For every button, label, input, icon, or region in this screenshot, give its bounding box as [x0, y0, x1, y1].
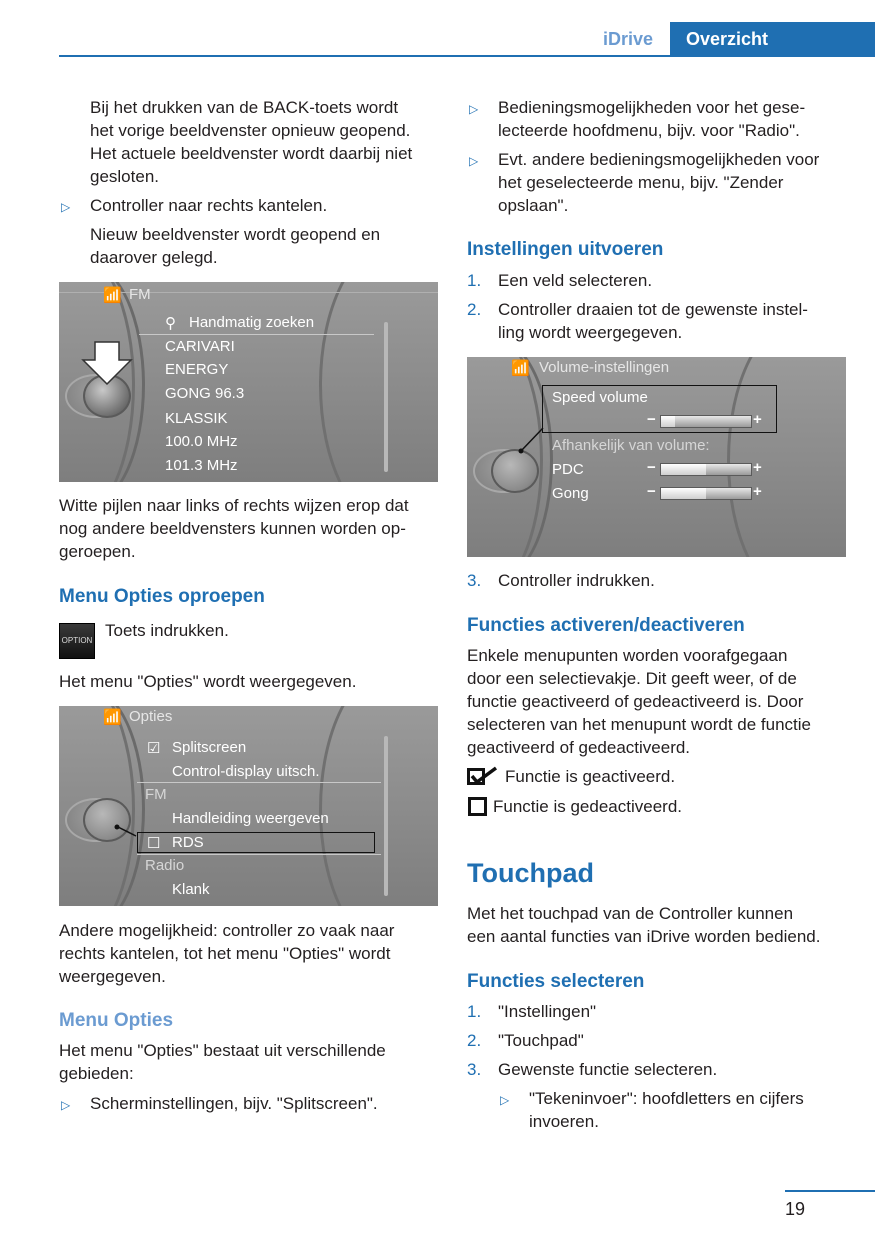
arrow-down-icon	[79, 340, 135, 386]
plus-icon: +	[753, 411, 762, 428]
paragraph-arrows: Witte pijlen naar links of rechts wijzen erop dat nog andere beeldvensters kunnen worden op- geroepen.	[59, 496, 409, 561]
bullet-main-menu-options: Bedieningsmogelijkheden voor het gese- lecteerde hoofdmenu, bijv. voor "Radio".	[498, 98, 806, 140]
heading-menu-opties-oproepen: Menu Opties oproepen	[59, 586, 265, 607]
checkbox-empty-icon: ☐	[147, 835, 161, 852]
menu-item: KLASSIK	[165, 410, 228, 427]
bullet-other-options: Evt. andere bedieningsmogelijkheden voor het geselecteerde menu, bijv. "Zender opslaan".	[498, 150, 820, 215]
text-deactivated: Functie is gedeactiveerd.	[493, 797, 682, 816]
section-label: Afhankelijk van volume:	[552, 437, 710, 454]
bullet-tekeninvoer: "Tekeninvoer": hoofdletters en cijfers invoeren.	[529, 1089, 804, 1131]
setting-label: Speed volume	[552, 389, 648, 406]
menu-item: Klank	[172, 881, 210, 898]
page-number: 19	[785, 1199, 806, 1219]
menu-item: 101.3 MHz	[165, 457, 238, 474]
bullet-triangle-icon: ▷	[469, 102, 479, 116]
menu-item: Control-display uitsch.	[172, 763, 320, 780]
setting-label: Gong	[552, 485, 589, 502]
screen-volume	[467, 357, 846, 557]
speed-volume-slider	[660, 415, 752, 428]
bullet-tilt-right: Controller naar rechts kantelen.	[90, 196, 328, 215]
header-section: iDrive	[603, 29, 654, 49]
minus-icon: −	[647, 459, 656, 476]
screen-opties	[59, 706, 438, 906]
paragraph-touchpad: Met het touchpad van de Controller kunnen een aantal functies van iDrive worden bediend.	[467, 904, 821, 946]
header-chapter: Overzicht	[670, 22, 875, 56]
screen-fm	[59, 282, 438, 482]
antenna-icon: 📶	[103, 709, 122, 726]
screen-title: Volume-instellingen	[539, 359, 670, 376]
option-key-icon: OPTION	[59, 623, 95, 659]
step-text: Controller indrukken.	[498, 571, 655, 590]
bullet-triangle-icon: ▷	[500, 1093, 510, 1107]
screen-title: FM	[129, 286, 151, 303]
step-text: Een veld selecteren.	[498, 271, 653, 290]
step-text: "Instellingen"	[498, 1002, 597, 1021]
header-rule	[59, 55, 875, 57]
step-number: 3.	[467, 1060, 482, 1079]
paragraph-alternative: Andere mogelijkheid: controller zo vaak naar rechts kantelen, tot het menu "Opties" wordt weergegeven.	[59, 921, 395, 986]
gong-slider	[660, 487, 752, 500]
menu-item: 100.0 MHz	[165, 433, 238, 450]
heading-functies-selecteren: Functies selecteren	[467, 971, 645, 992]
step-text: Gewenste functie selecteren.	[498, 1060, 718, 1079]
menu-item: Splitscreen	[172, 739, 247, 756]
menu-item: RDS	[172, 834, 204, 851]
checkbox-checked-icon	[467, 766, 499, 786]
menu-item: ENERGY	[165, 361, 229, 378]
step-number: 1.	[467, 271, 482, 290]
screen-title: Opties	[129, 708, 173, 725]
menu-item: Handleiding weergeven	[172, 810, 329, 827]
menu-item: GONG 96.3	[165, 385, 245, 402]
paragraph-new-screen: Nieuw beeldvenster wordt geopend en daarover gelegd.	[90, 225, 381, 267]
section-label: FM	[145, 786, 167, 803]
plus-icon: +	[753, 459, 762, 476]
checkbox-empty-icon	[468, 797, 487, 816]
step-number: 2.	[467, 300, 482, 319]
bullet-triangle-icon: ▷	[469, 154, 479, 168]
minus-icon: −	[647, 483, 656, 500]
antenna-icon: 📶	[511, 360, 530, 377]
paragraph-opties-shown: Het menu "Opties" wordt weergegeven.	[59, 672, 357, 691]
controller-knob-icon	[491, 449, 539, 493]
pdc-slider	[660, 463, 752, 476]
menu-item: CARIVARI	[165, 338, 235, 355]
paragraph-checkboxes: Enkele menupunten worden voorafgegaan door een selectievakje. Dit geeft weer, of de functie geactiveerd of gedeactiveerd is. Door selecteren van het menupunt wordt de functie geactiveerd of gedeactiveerd.	[467, 646, 811, 757]
step-text: "Touchpad"	[498, 1031, 584, 1050]
step-number: 1.	[467, 1002, 482, 1021]
footer-rule	[785, 1190, 875, 1192]
heading-instellingen-uitvoeren: Instellingen uitvoeren	[467, 239, 664, 260]
magnifier-icon: ⚲	[165, 315, 176, 332]
scrollbar	[384, 736, 388, 896]
step-text: Controller draaien tot de gewenste instel- ling wordt weergegeven.	[498, 300, 808, 342]
paragraph-back-key: Bij het drukken van de BACK-toets wordt het vorige beeldvenster opnieuw geopend. Het actuele beeldvenster wordt daarbij niet gesloten.	[90, 98, 413, 186]
heading-touchpad: Touchpad	[467, 858, 594, 888]
checkbox-checked-icon: ☑	[147, 740, 161, 757]
menu-item: Handmatig zoeken	[189, 314, 315, 331]
bullet-triangle-icon: ▷	[61, 200, 71, 214]
section-label: Radio	[145, 857, 185, 874]
plus-icon: +	[753, 483, 762, 500]
text-press-key: Toets indrukken.	[105, 621, 229, 640]
heading-menu-opties: Menu Opties	[59, 1010, 174, 1031]
bullet-triangle-icon: ▷	[61, 1098, 71, 1112]
heading-functies-activeren: Functies activeren/deactiveren	[467, 615, 745, 636]
scrollbar	[384, 322, 388, 472]
paragraph-opties-areas: Het menu "Opties" bestaat uit verschillende gebieden:	[59, 1041, 386, 1083]
text-activated: Functie is geactiveerd.	[505, 767, 676, 786]
step-number: 2.	[467, 1031, 482, 1050]
step-number: 3.	[467, 571, 482, 590]
bullet-screen-settings: Scherminstellingen, bijv. "Splitscreen".	[90, 1094, 378, 1113]
minus-icon: −	[647, 411, 656, 428]
antenna-icon: 📶	[103, 287, 122, 304]
setting-label: PDC	[552, 461, 584, 478]
